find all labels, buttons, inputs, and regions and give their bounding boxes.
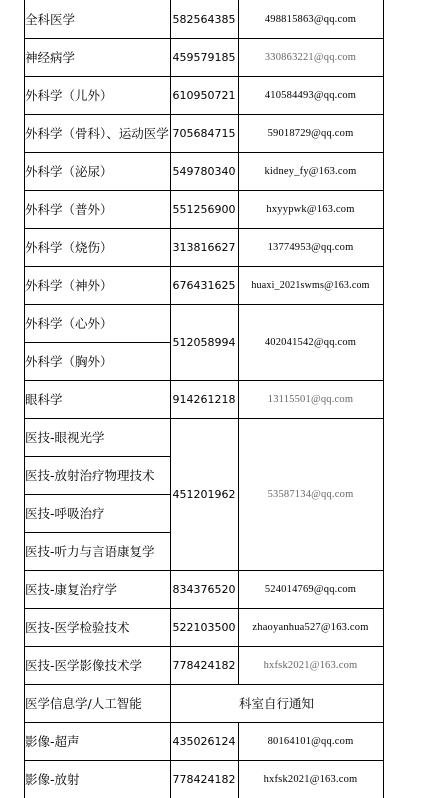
email-cell: 80164101@qq.com <box>267 735 354 747</box>
row-divider <box>24 722 384 723</box>
row-divider <box>24 494 171 495</box>
email-cell: 13115501@qq.com <box>267 393 354 405</box>
row-divider <box>24 532 171 533</box>
qq-group-cell: 705684715 <box>172 126 236 140</box>
dept-cell: 眼科学 <box>25 392 63 407</box>
qq-group-cell: 914261218 <box>172 392 236 406</box>
email-cell: kidney_fy@163.com <box>264 165 357 177</box>
dept-cell: 外科学（普外） <box>25 202 113 217</box>
qq-group-cell: 549780340 <box>172 164 236 178</box>
column-divider <box>170 0 171 798</box>
row-divider <box>24 228 384 229</box>
row-divider <box>24 76 384 77</box>
email-cell: hxyypwk@163.com <box>266 203 355 215</box>
dept-cell: 医技-听力与言语康复学 <box>25 544 155 559</box>
dept-cell: 医技-放射治疗物理技术 <box>25 468 155 483</box>
email-cell: 13774953@qq.com <box>267 241 354 253</box>
row-divider <box>24 266 384 267</box>
qq-group-cell: 676431625 <box>172 278 236 292</box>
row-divider <box>24 684 384 685</box>
qq-group-cell: 313816627 <box>172 240 236 254</box>
row-divider <box>24 342 171 343</box>
dept-cell: 影像-放射 <box>25 772 80 787</box>
email-cell: hxfsk2021@163.com <box>263 659 358 671</box>
qq-group-cell: 610950721 <box>172 88 236 102</box>
dept-cell: 外科学（烧伤） <box>25 240 113 255</box>
column-divider <box>238 722 239 798</box>
email-cell: huaxi_2021swms@163.com <box>251 279 370 291</box>
qq-group-cell: 551256900 <box>172 202 236 216</box>
column-divider <box>238 0 239 684</box>
row-divider <box>24 380 384 381</box>
email-cell: 59018729@qq.com <box>267 127 354 139</box>
email-cell-merged: 402041542@qq.com <box>264 336 357 348</box>
qq-group-cell: 834376520 <box>172 582 236 596</box>
dept-cell: 外科学（泌尿） <box>25 164 113 179</box>
qq-group-cell: 435026124 <box>172 734 236 748</box>
email-cell: 410584493@qq.com <box>264 89 357 101</box>
dept-cell: 医技-眼视光学 <box>25 430 105 445</box>
row-divider <box>24 456 171 457</box>
row-divider <box>24 570 384 571</box>
column-divider <box>383 0 384 798</box>
email-cell: zhaoyanhua527@163.com <box>252 621 369 633</box>
dept-cell: 外科学（神外） <box>25 278 113 293</box>
email-cell: 498815863@qq.com <box>264 13 357 25</box>
row-divider <box>24 152 384 153</box>
qq-group-cell: 778424182 <box>172 658 236 672</box>
row-divider <box>24 38 384 39</box>
dept-cell: 医学信息学/人工智能 <box>25 696 142 711</box>
dept-cell: 外科学（骨科）、运动医学 <box>25 126 169 141</box>
row-divider <box>24 190 384 191</box>
dept-cell: 医技-医学影像技术学 <box>25 658 143 673</box>
dept-cell: 影像-超声 <box>25 734 80 749</box>
dept-cell: 医技-医学检验技术 <box>25 620 130 635</box>
dept-cell: 神经病学 <box>25 50 76 65</box>
dept-cell: 外科学（儿外） <box>25 88 113 103</box>
email-cell: 524014769@qq.com <box>264 583 357 595</box>
row-divider <box>24 114 384 115</box>
qq-group-cell: 522103500 <box>172 620 236 634</box>
notice-cell: 科室自行通知 <box>238 696 314 711</box>
qq-group-cell: 459579185 <box>172 50 236 64</box>
email-cell: hxfsk2021@163.com <box>263 773 358 785</box>
qq-group-cell-merged: 451201962 <box>172 487 236 501</box>
dept-cell: 医技-康复治疗学 <box>25 582 118 597</box>
email-cell-merged: 53587134@qq.com <box>267 488 354 500</box>
column-divider <box>24 0 25 798</box>
row-divider <box>24 304 384 305</box>
qq-group-cell: 582564385 <box>172 12 236 26</box>
dept-cell: 外科学（胸外） <box>25 354 113 369</box>
dept-cell: 全科医学 <box>25 12 76 27</box>
email-cell: 330863221@qq.com <box>264 51 357 63</box>
row-divider <box>24 418 384 419</box>
row-divider <box>24 608 384 609</box>
row-divider <box>24 646 384 647</box>
dept-cell: 医技-呼吸治疗 <box>25 506 105 521</box>
dept-cell: 外科学（心外） <box>25 316 113 331</box>
row-divider <box>24 760 384 761</box>
qq-group-cell: 778424182 <box>172 772 236 786</box>
qq-group-cell-merged: 512058994 <box>172 335 236 349</box>
